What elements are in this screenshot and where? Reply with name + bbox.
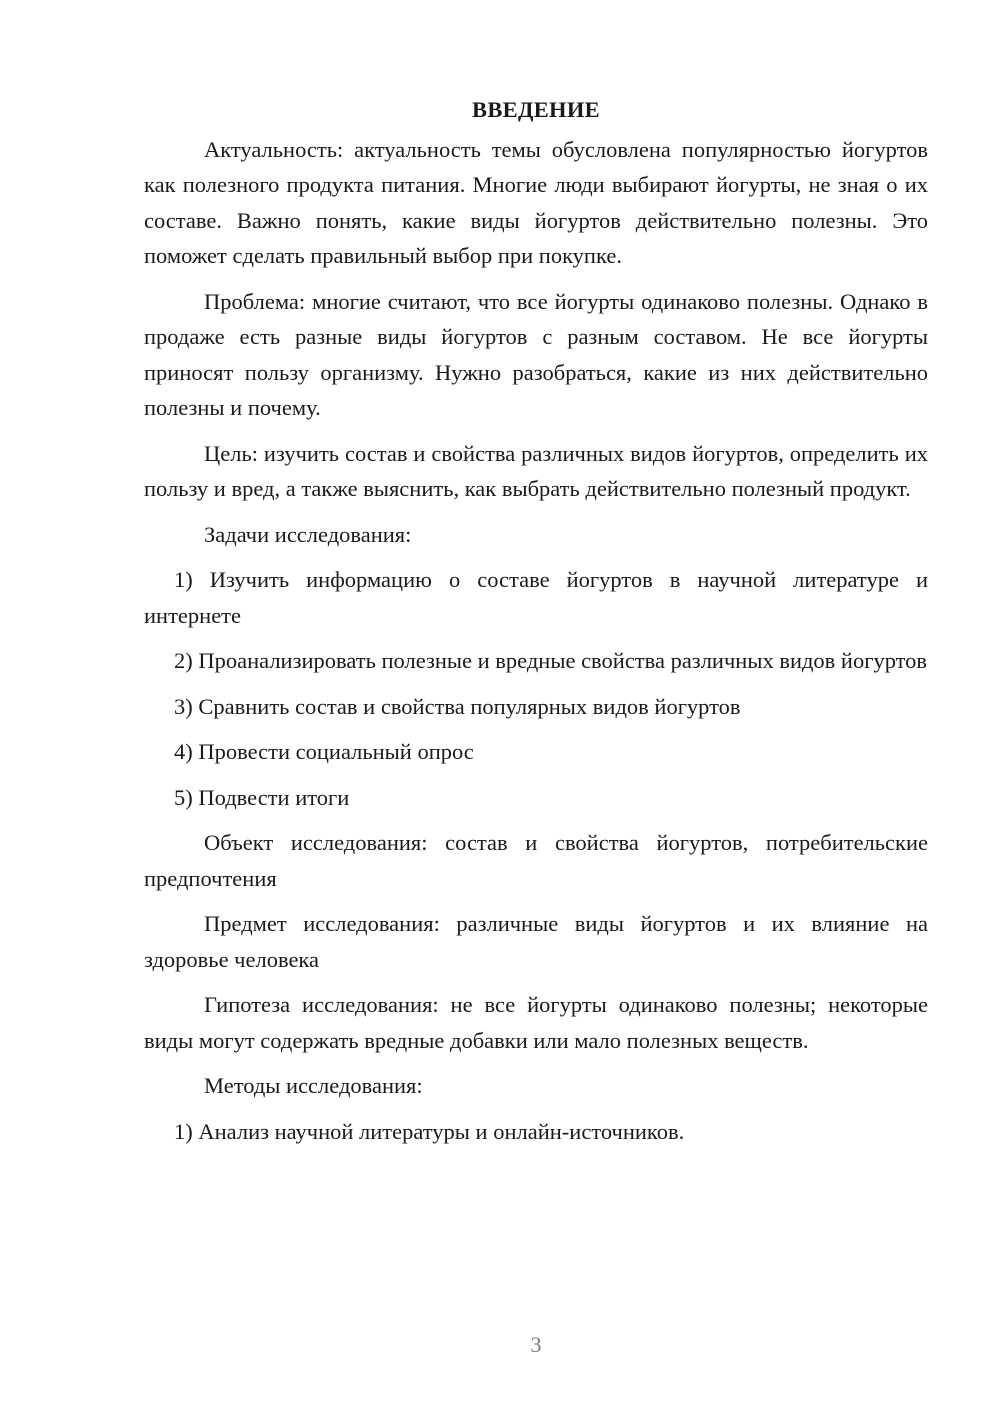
methods-heading: Методы исследования: (204, 1073, 423, 1098)
task-item: 5) Подвести итоги (174, 784, 350, 810)
task-item: 2) Проанализировать полезные и вредные свойства различных видов йогуртов (174, 648, 928, 673)
tasks-heading: Задачи исследования: (204, 521, 412, 547)
task-item: 4) Провести социальный опрос (174, 739, 474, 764)
section-title: ВВЕДЕНИЕ (472, 97, 600, 122)
problem-paragraph: Проблема: многие считают, что все йогурты одинаково полезны. Однако в продаже есть разные виды йогуртов с разным составом. Не все йогурты приносят пользу организму. Нужно разобраться, какие из них действительно полезны и почему. (144, 288, 928, 420)
method-item: 1) Анализ научной литературы и онлайн-источников. (174, 1118, 685, 1144)
goal-paragraph: Цель: изучить состав и свойства различных видов йогуртов, определить их пользу и вред, а также выяснить, как выбрать действительно полезный продукт. (144, 440, 928, 501)
relevance-paragraph: Актуальность: актуальность темы обусловлена популярностью йогуртов как полезного продукта питания. Многие люди выбирают йогурты, не зная о их составе. Важно понять, какие виды йогуртов действительно полезны. Это поможет сделать правильный выбор при покупке. (144, 136, 928, 268)
task-item: 1) Изучить информацию о составе йогуртов в научной литературе и интернете (144, 567, 928, 628)
page-number: 3 (530, 1332, 542, 1357)
document-body (144, 92, 928, 1159)
hypothesis-paragraph: Гипотеза исследования: не все йогурты одинаково полезны; некоторые виды могут содержать вредные добавки или мало полезных веществ. (144, 992, 928, 1053)
subject-paragraph: Предмет исследования: различные виды йогуртов и их влияние на здоровье человека (144, 911, 928, 972)
task-item: 3) Сравнить состав и свойства популярных видов йогуртов (174, 693, 741, 719)
object-paragraph: Объект исследования: состав и свойства йогуртов, потребительские предпочтения (144, 830, 928, 891)
